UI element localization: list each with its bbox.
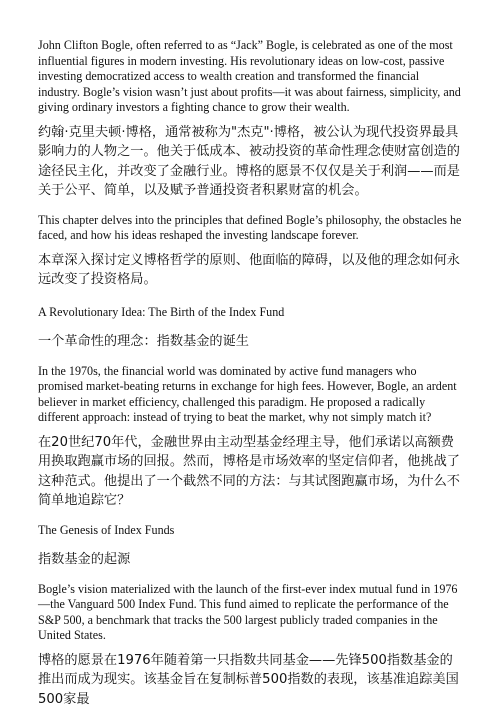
section2-paragraph-en: Bogle’s vision materialized with the launch of the first-ever index mutual fund in 1976—the Vanguard 500 Index Fund. This fund aimed to replicate the performance of the S&P 500, a benchmark that tracks the 500 largest publicly traded companies in the United States. <box>38 581 458 643</box>
section1-heading-zh: 一个革命性的理念：指数基金的诞生 <box>38 334 249 350</box>
section1-paragraph-zh: 在20世纪70年代，金融世界由主动型基金经理主导，他们承诺以高额费用换取跑赢市场的回报。然而，博格是市场效率的坚定信仰者，他挑战了这种范式。他提出了一个截然不同的方法：与其试图跑赢市场，为什么不简单地追踪它？ <box>38 434 460 509</box>
section2-heading-en: The Genesis of Index Funds <box>38 522 175 537</box>
section2-paragraph-zh: 博格的愿景在1976年随着第一只指数共同基金——先锋500指数基金的推出而成为现实。该基金旨在复制标普500指数的表现，该基准追踪美国500家最 <box>38 652 459 707</box>
intro-paragraph-zh: 约翰·克里夫顿·博格，通常被称为"杰克"·博格，被公认为现代投资界最具影响力的人物之一。他关于低成本、被动投资的革命性理念使财富创造的途径民主化，并改变了金融行业。博格的愿景不仅仅是关于利润——而是关于公平、简单，以及赋予普通投资者积累财富的机会。 <box>38 124 460 199</box>
section1-heading-en: A Revolutionary Idea: The Birth of the Index Fund <box>38 304 285 319</box>
intro-paragraph-en: John Clifton Bogle, often referred to as “Jack” Bogle, is celebrated as one of the most influential figures in modern investing. His revolutionary ideas on low-cost, passive investing democratized access to wealth creation and transformed the financial industry. Bogle’s vision wasn’t just about profits—it was about fairness, simplicity, and giving ordinary investors a fighting chance to grow their wealth. <box>38 38 461 115</box>
section1-paragraph-en: In the 1970s, the financial world was dominated by active fund managers who promised market-beating returns in exchange for high fees. However, Bogle, an ardent believer in market efficiency, challenged this paradigm. He proposed a radically different approach: instead of trying to beat the market, why not simply match it? <box>38 363 457 425</box>
chapter-paragraph-en: This chapter delves into the principles that defined Bogle’s philosophy, the obstacles he faced, and how his ideas reshaped the investing landscape forever. <box>38 212 462 243</box>
chapter-paragraph-zh: 本章深入探讨定义博格哲学的原则、他面临的障碍，以及他的理念如何永远改变了投资格局。 <box>38 252 460 288</box>
section2-heading-zh: 指数基金的起源 <box>38 552 131 568</box>
document-page <box>38 38 462 709</box>
